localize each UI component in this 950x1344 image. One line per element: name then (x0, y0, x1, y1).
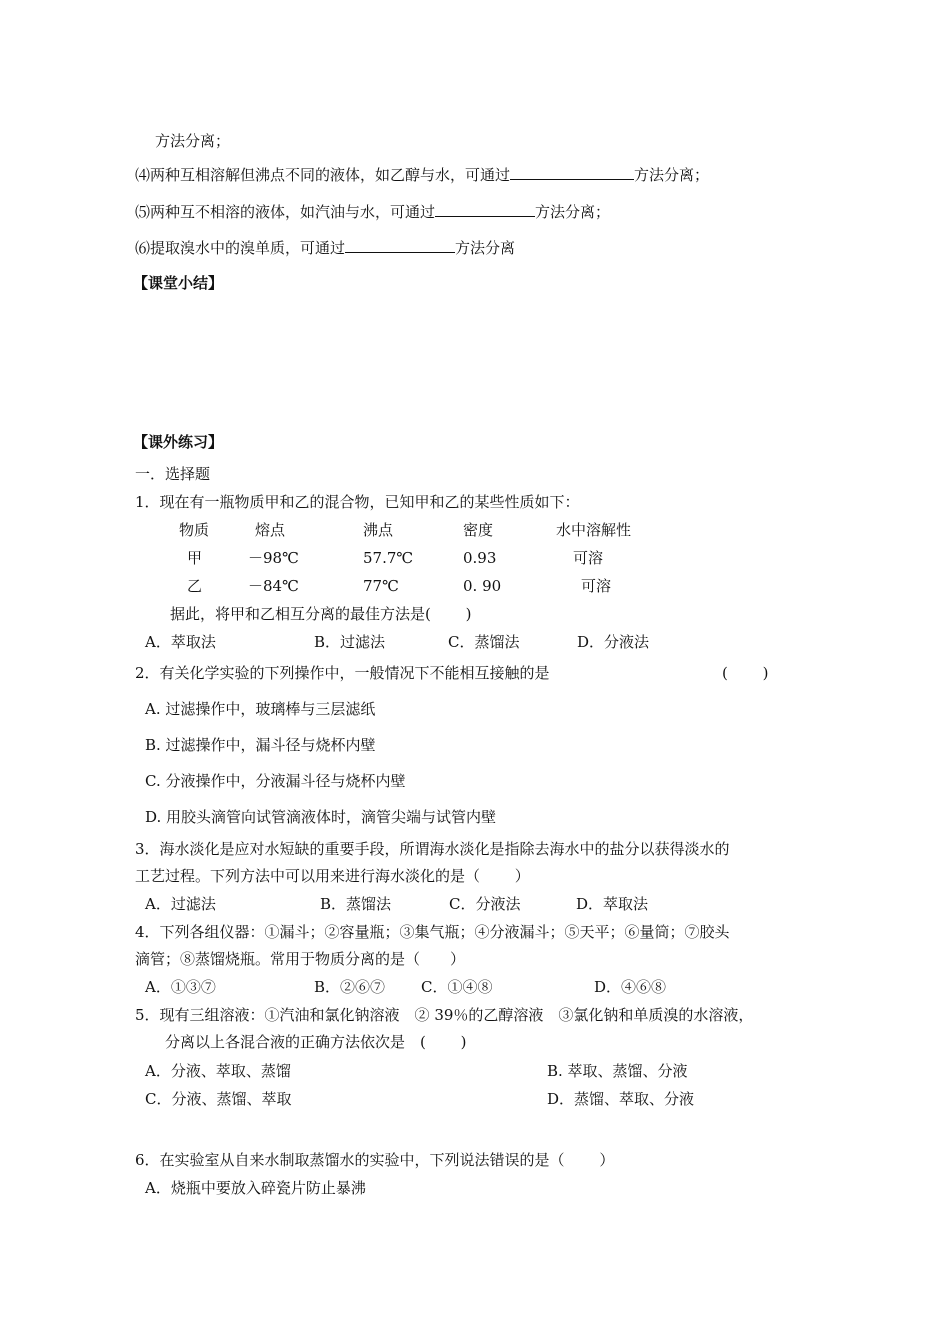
q6-stem: 6．在实验室从自来水制取蒸馏水的实验中，下列说法错误的是（ ） (135, 1151, 615, 1169)
item-6-tail: 方法分离 (455, 239, 516, 257)
q6-option-a: A．烧瓶中要放入碎瓷片防止暴沸 (145, 1179, 366, 1197)
table-cell: －98℃ (248, 549, 299, 567)
blank-5[interactable] (435, 201, 535, 217)
q5-option-b: B. 萃取、蒸馏、分液 (547, 1062, 688, 1080)
item-6-text: ⑹提取溴水中的溴单质，可通过 (135, 239, 346, 257)
item-4 (135, 164, 709, 185)
section-title: 一．选择题 (135, 465, 211, 483)
q4-option-b: B．②⑥⑦ (314, 978, 386, 996)
q5-stem-1: 5．现有三组溶液：①汽油和氯化钠溶液 ② 39％的乙醇溶液 ③氯化钠和单质溴的水溶液， (135, 1006, 754, 1024)
item-5-tail: 方法分离； (535, 203, 611, 221)
q1-option-b: B．过滤法 (314, 633, 386, 651)
summary-heading: 【课堂小结】 (133, 274, 224, 292)
q2-paren: ( ) (722, 664, 769, 682)
q3-option-a: A．过滤法 (145, 895, 216, 913)
q3-option-d: D．萃取法 (576, 895, 649, 913)
table-header-density: 密度 (463, 521, 494, 539)
q5-option-d: D．蒸馏、萃取、分液 (547, 1090, 695, 1108)
table-cell: 77℃ (363, 577, 399, 595)
q2-option-a: A. 过滤操作中，玻璃棒与三层滤纸 (145, 700, 376, 718)
line-method-separation: 方法分离； (155, 132, 231, 150)
q4-option-a: A．①③⑦ (145, 978, 216, 996)
q5-stem-2: 分离以上各混合液的正确方法依次是 ( ) (165, 1033, 467, 1051)
q1-stem: 1．现在有一瓶物质甲和乙的混合物，已知甲和乙的某些性质如下： (135, 493, 580, 511)
table-header-melting: 熔点 (255, 521, 286, 539)
q1-ask: 据此，将甲和乙相互分离的最佳方法是( ) (170, 605, 472, 623)
q2-option-b: B. 过滤操作中，漏斗径与烧杯内壁 (145, 736, 376, 754)
q4-option-d: D．④⑥⑧ (594, 978, 667, 996)
q4-option-c: C．①④⑧ (421, 978, 493, 996)
table-cell: 可溶 (581, 577, 612, 595)
q1-option-a: A．萃取法 (145, 633, 216, 651)
item-6 (135, 237, 515, 258)
item-4-tail: 方法分离； (634, 166, 710, 184)
table-header-solubility: 水中溶解性 (556, 521, 632, 539)
q3-option-b: B．蒸馏法 (320, 895, 392, 913)
q2-option-c: C. 分液操作中，分液漏斗径与烧杯内壁 (145, 772, 406, 790)
exercise-heading: 【课外练习】 (133, 433, 224, 451)
q1-option-c: C．蒸馏法 (448, 633, 520, 651)
table-cell: 乙 (187, 577, 203, 595)
blank-6[interactable] (345, 237, 455, 253)
table-header-substance: 物质 (179, 521, 210, 539)
table-cell: 0.93 (463, 549, 497, 567)
q3-stem-1: 3．海水淡化是应对水短缺的重要手段，所谓海水淡化是指除去海水中的盐分以获得淡水的 (135, 840, 730, 858)
blank-4[interactable] (510, 164, 634, 180)
item-5-text: ⑸两种互不相溶的液体，如汽油与水，可通过 (135, 203, 436, 221)
q2-option-d: D. 用胶头滴管向试管滴液体时，滴管尖端与试管内壁 (145, 808, 497, 826)
q5-option-c: C．分液、蒸馏、萃取 (145, 1090, 292, 1108)
q5-option-a: A．分液、萃取、蒸馏 (145, 1062, 291, 1080)
q2-stem: 2．有关化学实验的下列操作中，一般情况下不能相互接触的是 (135, 664, 550, 682)
table-cell: 57.7℃ (363, 549, 414, 567)
table-cell: 甲 (187, 549, 203, 567)
q3-option-c: C．分液法 (449, 895, 521, 913)
table-cell: －84℃ (248, 577, 299, 595)
table-cell: 0. 90 (463, 577, 502, 595)
table-cell: 可溶 (573, 549, 604, 567)
item-5 (135, 201, 610, 222)
q1-option-d: D．分液法 (577, 633, 650, 651)
q4-stem-2: 滴管；⑧蒸馏烧瓶。常用于物质分离的是（ ） (135, 950, 466, 968)
q4-stem-1: 4．下列各组仪器：①漏斗；②容量瓶；③集气瓶；④分液漏斗；⑤天平；⑥量筒；⑦胶头 (135, 923, 730, 941)
item-4-text: ⑷两种互相溶解但沸点不同的液体，如乙醇与水，可通过 (135, 166, 511, 184)
table-header-boiling: 沸点 (363, 521, 394, 539)
q3-stem-2: 工艺过程。下列方法中可以用来进行海水淡化的是（ ） (135, 867, 530, 885)
